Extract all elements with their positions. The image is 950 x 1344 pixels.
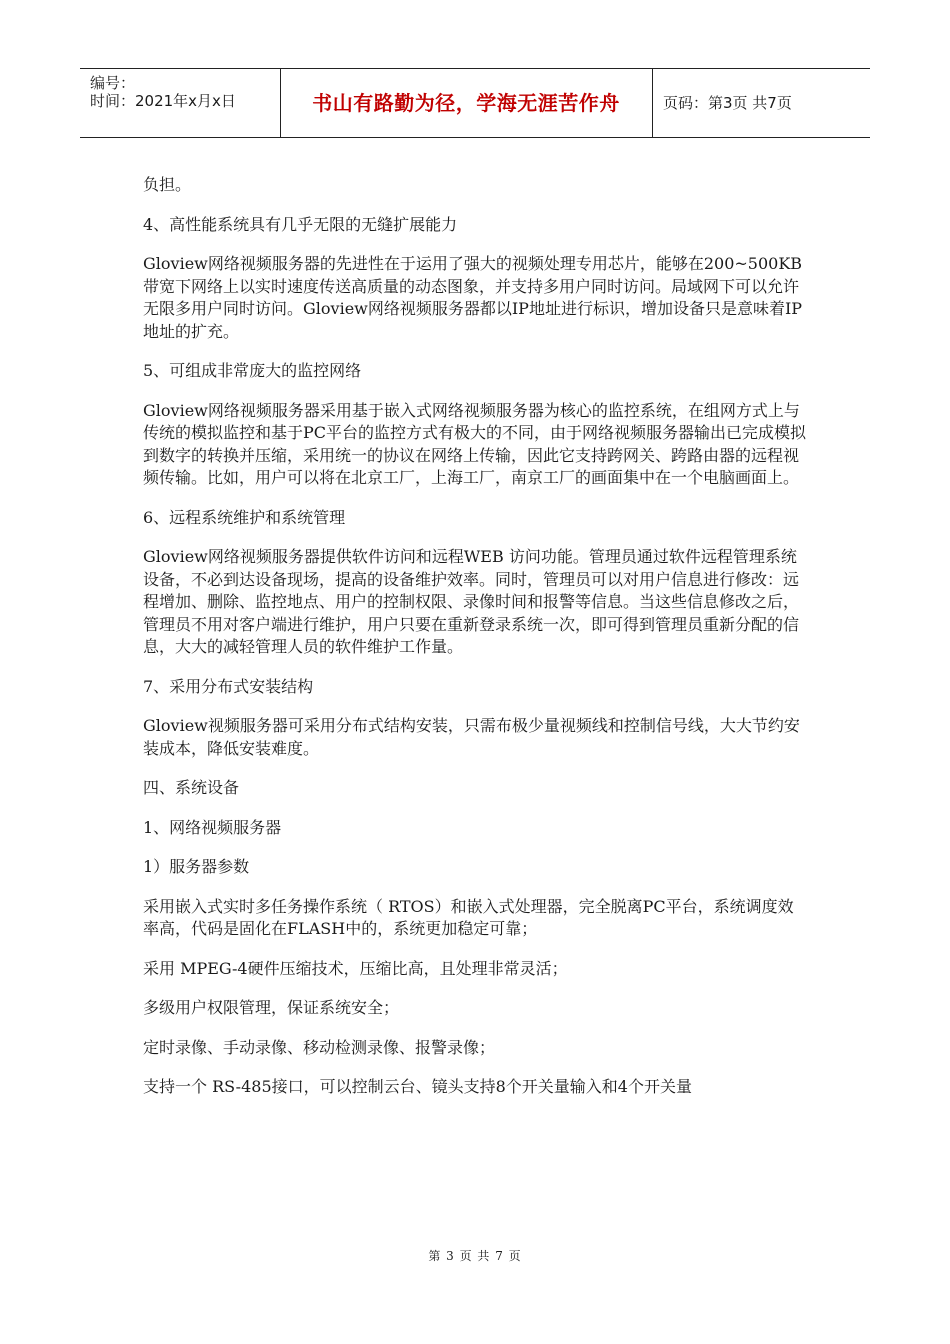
paragraph: 支持一个 RS-485接口，可以控制云台、镜头支持8个开关量输入和4个开关量 — [143, 1077, 692, 1096]
paragraph: Gloview网络视频服务器的先进性在于运用了强大的视频处理专用芯片，能够在200~500KB 带宽下网络上以实时速度传送高质量的动态图象，并支持多用户同时访问。局域网下可以允许无限多用户同时访问。Gloview网络视频服务器都以IP地址进行标识，增加设备只是意味着IP地址的扩充。 — [143, 254, 803, 341]
header-motto: 书山有路勤为径，学海无涯苦作舟 — [280, 69, 653, 137]
section-heading: 7、采用分布式安装结构 — [143, 676, 314, 696]
header-page-label: 页码：第3页 共7页 — [663, 94, 792, 112]
paragraph: 负担。 — [143, 175, 192, 194]
document-header — [80, 68, 870, 138]
paragraph: 采用嵌入式实时多任务操作系统（ RTOS）和嵌入式处理器，完全脱离PC平台，系统调度效率高，代码是固化在FLASH中的，系统更加稳定可靠； — [143, 896, 794, 938]
paragraph: Gloview网络视频服务器提供软件访问和远程WEB 访问功能。管理员通过软件远程管理系统设备，不必到达设备现场，提高的设备维护效率。同时，管理员可以对用户信息进行修改：远程增加、删除、监控地点、用户的控制权限、录像时间和报警等信息。当这些信息修改之后，管理员不用对客户端进行维护，用户只要在重新登录系统一次，即可得到管理员重新分配的信息，大大的减轻管理人员的软件维护工作量。 — [143, 547, 800, 656]
header-date-label: 时间：2021年x月x日 — [90, 92, 236, 110]
section-heading: 1、网络视频服务器 — [143, 817, 282, 837]
section-heading: 6、远程系统维护和系统管理 — [143, 507, 346, 527]
paragraph: 定时录像、手动录像、移动检测录像、报警录像； — [143, 1037, 496, 1057]
subsection-heading: 1）服务器参数 — [143, 857, 250, 876]
header-number-label: 编号： — [90, 74, 136, 92]
document-body — [143, 174, 808, 1116]
paragraph: Gloview视频服务器可采用分布式结构安装，只需布极少量视频线和控制信号线，大大节约安装成本，降低安装难度。 — [143, 716, 800, 758]
section-heading: 4、高性能系统具有几乎无限的无缝扩展能力 — [143, 214, 458, 234]
paragraph: 多级用户权限管理，保证系统安全； — [143, 998, 400, 1017]
page-footer: 第 3 页 共 7 页 — [428, 1249, 522, 1263]
header-meta-cell — [80, 69, 281, 137]
chapter-heading: 四、系统设备 — [143, 778, 240, 797]
paragraph: Gloview网络视频服务器采用基于嵌入式网络视频服务器为核心的监控系统，在组网方式上与传统的模拟监控和基于PC平台的监控方式有极大的不同，由于网络视频服务器输出已完成模拟到数字的转换并压缩，采用统一的协议在网络上传输，因此它支持跨网关、跨路由器的远程视频传输。比如，用户可以将在北京工厂，上海工厂，南京工厂的画面集中在一个电脑画面上。 — [143, 400, 807, 487]
section-heading: 5、可组成非常庞大的监控网络 — [143, 361, 362, 380]
paragraph: 采用 MPEG-4硬件压缩技术，压缩比高，且处理非常灵活； — [143, 958, 568, 978]
